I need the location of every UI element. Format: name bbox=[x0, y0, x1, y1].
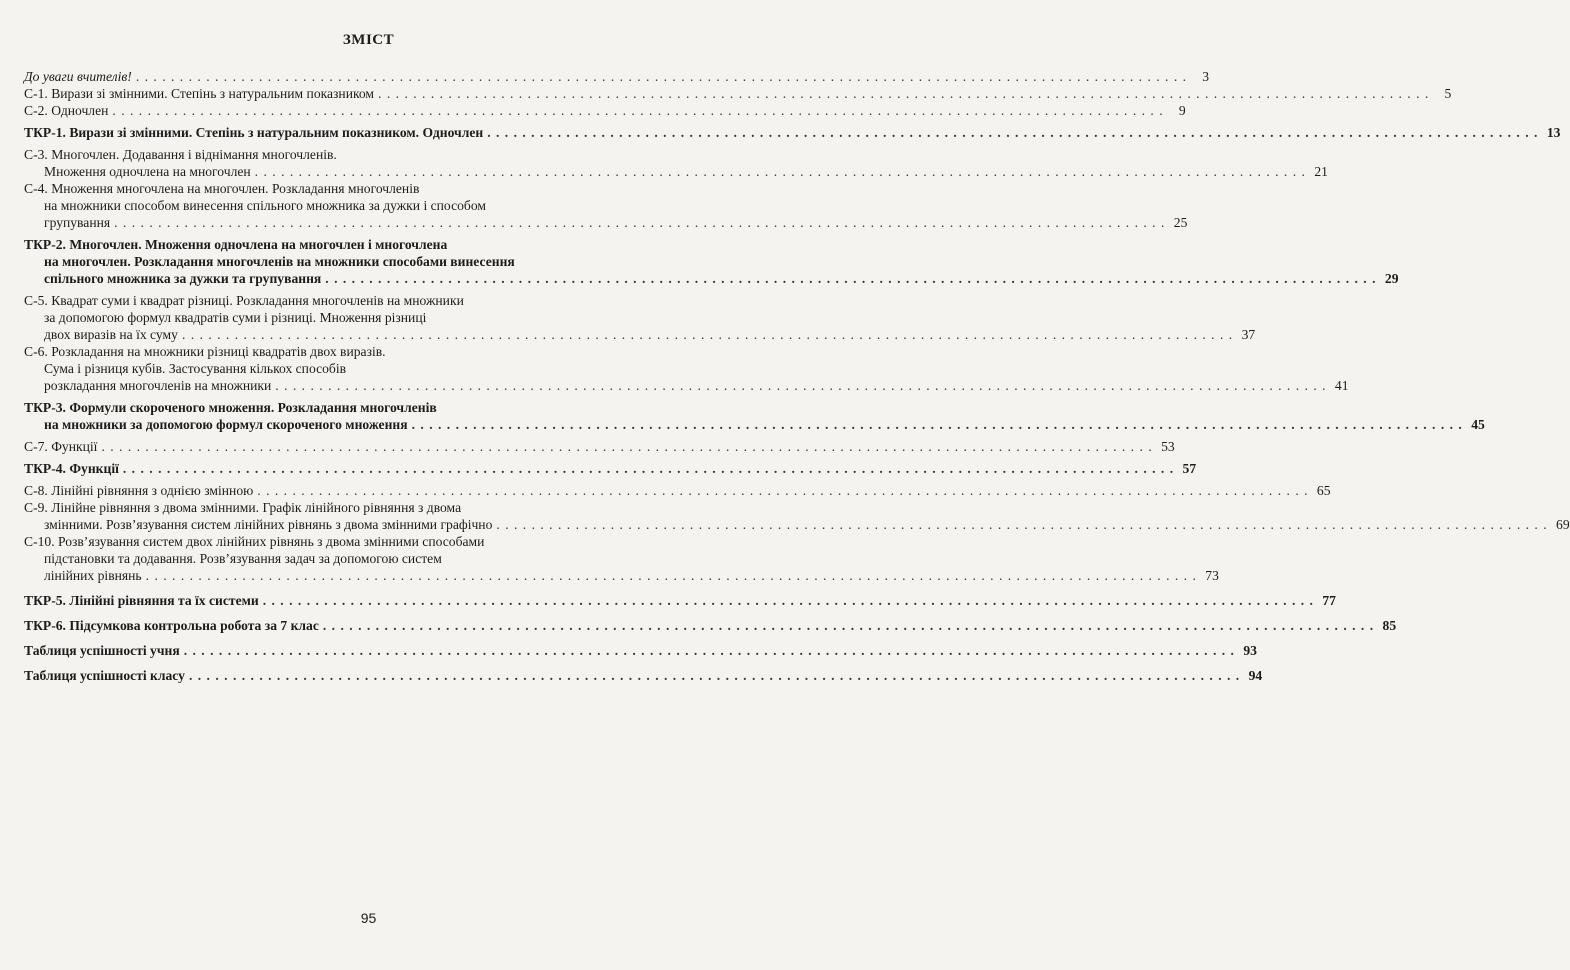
toc-page-number: 37 bbox=[1241, 327, 1256, 342]
toc-entry-text: До уваги вчителів! bbox=[24, 69, 132, 84]
dot-leader: . . . . . . . . . . . . . . . . . . . . . . . . . . . . . . . . . . . . . . . . . . . . . . . . . . . . . . . . . . . . . . . . . . . . . . . . . . . . . . . . . . . . . . . . . . . . . . . . . . . . . . . . . . . . . . . . . . . . . . . . bbox=[275, 378, 1327, 393]
toc-entry-line: на множники способом винесення спільного множника за дужки і способом bbox=[44, 198, 486, 213]
toc-entry bbox=[24, 102, 1186, 119]
toc-entry-text: С-1. Вирази зі змінними. Степінь з натуральним показником bbox=[24, 86, 375, 101]
spacer bbox=[24, 584, 695, 592]
toc-entry-last-line bbox=[24, 270, 1399, 287]
toc-entry-last-line bbox=[24, 124, 1561, 141]
toc-entry-text: ТКР-1. Вирази зі змінними. Степінь з натуральним показником. Одночлен bbox=[24, 125, 484, 140]
toc-page-number: 13 bbox=[1546, 125, 1561, 140]
toc-entry bbox=[24, 617, 1397, 634]
toc-entry bbox=[24, 438, 1175, 455]
dot-leader: . . . . . . . . . . . . . . . . . . . . . . . . . . . . . . . . . . . . . . . . . . . . . . . . . . . . . . . . . . . . . . . . . . . . . . . . . . . . . . . . . . . . . . . . . . . . . . . . . . . . . . . . . . . . . . . . . . . . . . . . bbox=[254, 164, 1306, 179]
table-of-contents bbox=[24, 68, 1570, 684]
page-title: ЗМІСТ bbox=[342, 32, 395, 48]
dot-leader: . . . . . . . . . . . . . . . . . . . . . . . . . . . . . . . . . . . . . . . . . . . . . . . . . . . . . . . . . . . . . . . . . . . . . . . . . . . . . . . . . . . . . . . . . . . . . . . . . . . . . . . . . . . . . . . . . . . . . . . . bbox=[122, 461, 1175, 476]
toc-entry-line: С-4. Множення многочлена на многочлен. Розкладання многочленів bbox=[24, 181, 420, 196]
toc-entry-last-line bbox=[24, 482, 1331, 499]
toc-entry-line: за допомогою формул квадратів суми і різниці. Множення різниці bbox=[44, 310, 427, 325]
toc-entry bbox=[24, 343, 1349, 394]
toc-entry-line: підстановки та додавання. Розв’язування задач за допомогою систем bbox=[44, 551, 442, 566]
toc-entry-text: змінними. Розв’язування систем лінійних рівнянь з двома змінними графічно bbox=[44, 517, 493, 532]
toc-entry-text: ТКР-4. Функції bbox=[24, 461, 119, 476]
dot-leader: . . . . . . . . . . . . . . . . . . . . . . . . . . . . . . . . . . . . . . . . . . . . . . . . . . . . . . . . . . . . . . . . . . . . . . . . . . . . . . . . . . . . . . . . . . . . . . . . . . . . . . . . . . . . . . . . . . . . . . . . bbox=[378, 86, 1430, 101]
spacer bbox=[24, 609, 695, 617]
toc-entry-line: С-9. Лінійне рівняння з двома змінними. Графік лінійного рівняння з двома bbox=[24, 500, 462, 515]
toc-entry bbox=[24, 124, 1561, 141]
toc-page-number: 77 bbox=[1322, 593, 1336, 608]
toc-page-number: 93 bbox=[1243, 643, 1257, 658]
toc-entry-text: групування bbox=[44, 215, 111, 230]
page-number: 95 bbox=[360, 910, 377, 926]
toc-entry bbox=[24, 236, 1399, 287]
dot-leader: . . . . . . . . . . . . . . . . . . . . . . . . . . . . . . . . . . . . . . . . . . . . . . . . . . . . . . . . . . . . . . . . . . . . . . . . . . . . . . . . . . . . . . . . . . . . . . . . . . . . . . . . . . . . . . . . . . . . . . . . bbox=[496, 517, 1548, 532]
dot-leader: . . . . . . . . . . . . . . . . . . . . . . . . . . . . . . . . . . . . . . . . . . . . . . . . . . . . . . . . . . . . . . . . . . . . . . . . . . . . . . . . . . . . . . . . . . . . . . . . . . . . . . . . . . . . . . . . . . . . . . . . bbox=[181, 327, 1234, 342]
toc-entry-last-line bbox=[24, 567, 1219, 584]
toc-entry-line: С-6. Розкладання на множники різниці квадратів двох виразів. bbox=[24, 344, 386, 359]
dot-leader: . . . . . . . . . . . . . . . . . . . . . . . . . . . . . . . . . . . . . . . . . . . . . . . . . . . . . . . . . . . . . . . . . . . . . . . . . . . . . . . . . . . . . . . . . . . . . . . . . . . . . . . . . . . . . . . . . . . . . . . . bbox=[183, 643, 1235, 658]
toc-entry-text: на множники за допомогою формул скороченого множення bbox=[44, 417, 408, 432]
toc-page-number: 29 bbox=[1384, 271, 1399, 286]
toc-entry-text: ТКР-5. Лінійні рівняння та їх системи bbox=[24, 593, 259, 608]
toc-entry-last-line bbox=[24, 617, 1397, 634]
toc-entry-text: С-2. Одночлен bbox=[24, 103, 109, 118]
toc-entry-text: спільного множника за дужки та групування bbox=[44, 271, 322, 286]
toc-entry bbox=[24, 399, 1485, 433]
toc-entry-text: Таблиця успішності класу bbox=[24, 668, 185, 683]
toc-entry-last-line bbox=[24, 163, 1328, 180]
toc-entry-text: Множення одночлена на многочлен bbox=[44, 164, 251, 179]
toc-entry-last-line bbox=[24, 416, 1485, 433]
dot-leader: . . . . . . . . . . . . . . . . . . . . . . . . . . . . . . . . . . . . . . . . . . . . . . . . . . . . . . . . . . . . . . . . . . . . . . . . . . . . . . . . . . . . . . . . . . . . . . . . . . . . . . . . . . . . . . . . . . . . . . . . bbox=[112, 103, 1164, 118]
toc-entry-last-line bbox=[24, 214, 1188, 231]
toc-entry bbox=[24, 85, 1452, 102]
dot-leader: . . . . . . . . . . . . . . . . . . . . . . . . . . . . . . . . . . . . . . . . . . . . . . . . . . . . . . . . . . . . . . . . . . . . . . . . . . . . . . . . . . . . . . . . . . . . . . . . . . . . . . . . . . . . . . . . . . . . . . . . bbox=[487, 125, 1539, 140]
toc-entry bbox=[24, 146, 1328, 180]
toc-entry-last-line bbox=[24, 102, 1186, 119]
toc-entry-line: С-3. Многочлен. Додавання і віднімання многочленів. bbox=[24, 147, 337, 162]
toc-entry bbox=[24, 482, 1331, 499]
toc-entry bbox=[24, 499, 1570, 533]
toc-entry-last-line bbox=[24, 516, 1570, 533]
toc-entry bbox=[24, 592, 1336, 609]
toc-entry-line: С-10. Розв’язування систем двох лінійних рівнянь з двома змінними способами bbox=[24, 534, 485, 549]
toc-entry-last-line bbox=[24, 438, 1175, 455]
toc-entry-text: ТКР-6. Підсумкова контрольна робота за 7 клас bbox=[24, 618, 319, 633]
toc-entry-last-line bbox=[24, 377, 1349, 394]
spacer bbox=[24, 659, 695, 667]
dot-leader: . . . . . . . . . . . . . . . . . . . . . . . . . . . . . . . . . . . . . . . . . . . . . . . . . . . . . . . . . . . . . . . . . . . . . . . . . . . . . . . . . . . . . . . . . . . . . . . . . . . . . . . . . . . . . . . . . . . . . . . . bbox=[325, 271, 1377, 286]
toc-page-number: 21 bbox=[1314, 164, 1328, 179]
toc-entry-line: на многочлен. Розкладання многочленів на множники способами винесення bbox=[44, 254, 515, 269]
toc-page-number: 57 bbox=[1182, 461, 1197, 476]
toc-entry-last-line bbox=[24, 460, 1197, 477]
toc-entry-last-line bbox=[24, 667, 1263, 684]
toc-entry bbox=[24, 642, 1257, 659]
toc-page-number: 69 bbox=[1556, 517, 1570, 532]
dot-leader: . . . . . . . . . . . . . . . . . . . . . . . . . . . . . . . . . . . . . . . . . . . . . . . . . . . . . . . . . . . . . . . . . . . . . . . . . . . . . . . . . . . . . . . . . . . . . . . . . . . . . . . . . . . . . . . . . . . . . . . . bbox=[188, 668, 1241, 683]
toc-entry-text: С-8. Лінійні рівняння з однією змінною bbox=[24, 483, 254, 498]
toc-page-number: 53 bbox=[1161, 439, 1175, 454]
toc-entry bbox=[24, 68, 1210, 85]
dot-leader: . . . . . . . . . . . . . . . . . . . . . . . . . . . . . . . . . . . . . . . . . . . . . . . . . . . . . . . . . . . . . . . . . . . . . . . . . . . . . . . . . . . . . . . . . . . . . . . . . . . . . . . . . . . . . . . . . . . . . . . . bbox=[114, 215, 1166, 230]
dot-leader: . . . . . . . . . . . . . . . . . . . . . . . . . . . . . . . . . . . . . . . . . . . . . . . . . . . . . . . . . . . . . . . . . . . . . . . . . . . . . . . . . . . . . . . . . . . . . . . . . . . . . . . . . . . . . . . . . . . . . . . . bbox=[145, 568, 1197, 583]
toc-entry-text: розкладання многочленів на множники bbox=[44, 378, 272, 393]
toc-entry-last-line bbox=[24, 68, 1210, 85]
dot-leader: . . . . . . . . . . . . . . . . . . . . . . . . . . . . . . . . . . . . . . . . . . . . . . . . . . . . . . . . . . . . . . . . . . . . . . . . . . . . . . . . . . . . . . . . . . . . . . . . . . . . . . . . . . . . . . . . . . . . . . . . bbox=[135, 69, 1188, 84]
toc-page-number: 41 bbox=[1334, 378, 1349, 393]
toc-entry-text: лінійних рівнянь bbox=[44, 568, 142, 583]
toc-entry-text: Таблиця успішності учня bbox=[24, 643, 180, 658]
toc-page-number: 65 bbox=[1316, 483, 1331, 498]
toc-entry-text: С-7. Функції bbox=[24, 439, 98, 454]
toc-page-number: 73 bbox=[1205, 568, 1219, 583]
dot-leader: . . . . . . . . . . . . . . . . . . . . . . . . . . . . . . . . . . . . . . . . . . . . . . . . . . . . . . . . . . . . . . . . . . . . . . . . . . . . . . . . . . . . . . . . . . . . . . . . . . . . . . . . . . . . . . . . . . . . . . . . bbox=[101, 439, 1153, 454]
toc-page-number: 85 bbox=[1382, 618, 1397, 633]
toc-page-number: 25 bbox=[1173, 215, 1188, 230]
toc-entry-last-line bbox=[24, 85, 1452, 102]
toc-page-number: 3 bbox=[1202, 69, 1210, 84]
toc-page-number: 5 bbox=[1444, 86, 1452, 101]
toc-entry-last-line bbox=[24, 326, 1256, 343]
dot-leader: . . . . . . . . . . . . . . . . . . . . . . . . . . . . . . . . . . . . . . . . . . . . . . . . . . . . . . . . . . . . . . . . . . . . . . . . . . . . . . . . . . . . . . . . . . . . . . . . . . . . . . . . . . . . . . . . . . . . . . . . bbox=[322, 618, 1375, 633]
toc-entry-line: ТКР-3. Формули скороченого множення. Розкладання многочленів bbox=[24, 400, 437, 415]
toc-page-number: 45 bbox=[1471, 417, 1485, 432]
toc-page-number: 94 bbox=[1248, 668, 1263, 683]
toc-entry-last-line bbox=[24, 592, 1336, 609]
toc-entry bbox=[24, 667, 1263, 684]
toc-entry bbox=[24, 180, 1188, 231]
toc-entry bbox=[24, 460, 1197, 477]
toc-entry bbox=[24, 292, 1256, 343]
toc-entry-text: двох виразів на їх суму bbox=[44, 327, 178, 342]
toc-entry-line: ТКР-2. Многочлен. Множення одночлена на многочлен і многочлена bbox=[24, 237, 448, 252]
toc-entry-line: С-5. Квадрат суми і квадрат різниці. Розкладання многочленів на множники bbox=[24, 293, 464, 308]
dot-leader: . . . . . . . . . . . . . . . . . . . . . . . . . . . . . . . . . . . . . . . . . . . . . . . . . . . . . . . . . . . . . . . . . . . . . . . . . . . . . . . . . . . . . . . . . . . . . . . . . . . . . . . . . . . . . . . . . . . . . . . . bbox=[411, 417, 1463, 432]
dot-leader: . . . . . . . . . . . . . . . . . . . . . . . . . . . . . . . . . . . . . . . . . . . . . . . . . . . . . . . . . . . . . . . . . . . . . . . . . . . . . . . . . . . . . . . . . . . . . . . . . . . . . . . . . . . . . . . . . . . . . . . . bbox=[262, 593, 1314, 608]
toc-entry-line: Сума і різниця кубів. Застосування кількох способів bbox=[44, 361, 347, 376]
toc-entry-last-line bbox=[24, 642, 1257, 659]
dot-leader: . . . . . . . . . . . . . . . . . . . . . . . . . . . . . . . . . . . . . . . . . . . . . . . . . . . . . . . . . . . . . . . . . . . . . . . . . . . . . . . . . . . . . . . . . . . . . . . . . . . . . . . . . . . . . . . . . . . . . . . . bbox=[257, 483, 1309, 498]
toc-entry bbox=[24, 533, 1219, 584]
spacer bbox=[24, 634, 695, 642]
toc-page-number: 9 bbox=[1178, 103, 1186, 118]
